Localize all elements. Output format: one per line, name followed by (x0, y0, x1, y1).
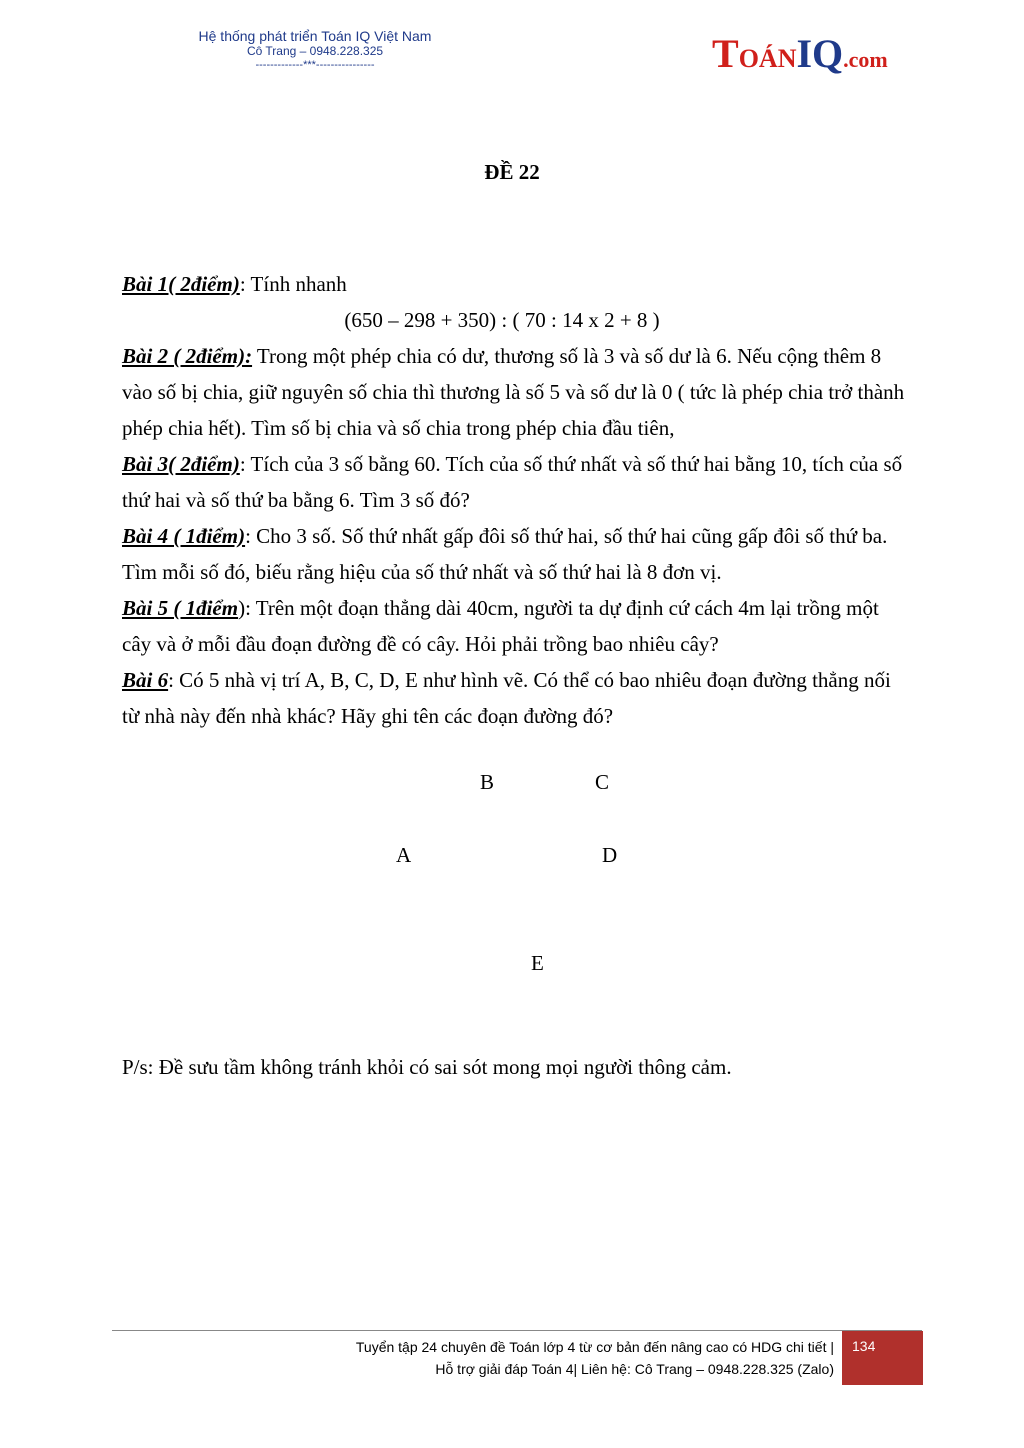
problem-1-text: : Tính nhanh (239, 272, 347, 296)
page-footer (356, 1336, 834, 1380)
problem-6-label: Bài 6 (122, 668, 169, 692)
footer-line-1: Tuyển tập 24 chuyên đề Toán lớp 4 từ cơ bản đến nâng cao có HDG chi tiết | (355, 1339, 834, 1355)
point-c: C (595, 770, 610, 794)
point-e: E (531, 951, 544, 975)
note-text: P/s: Đề sưu tầm không tránh khỏi có sai sót mong mọi người thông cảm. (122, 1055, 732, 1079)
problem-3-text: : Tích của 3 số bằng 60. Tích của số thứ nhất và số thứ hai bằng 10, tích của số thứ hai và số thứ ba bằng 6. Tìm 3 số đó? (122, 452, 903, 512)
page-number: 134 (852, 1338, 876, 1354)
exam-title: ĐỀ 22 (484, 160, 540, 184)
point-a: A (396, 843, 412, 867)
problem-6-text: : Có 5 nhà vị trí A, B, C, D, E như hình vẽ. Có thể có bao nhiêu đoạn đường thẳng nối từ nhà này đến nhà khác? Hãy ghi tên các đoạn đường đó? (122, 668, 891, 728)
problem-3 (122, 446, 912, 518)
toaniq-logo (712, 30, 888, 77)
problem-1 (122, 266, 912, 302)
problem-5 (122, 590, 912, 662)
logo-part-1: T (712, 31, 739, 76)
page-header (160, 28, 470, 71)
point-b: B (480, 770, 495, 794)
logo-part-2: OÁN (738, 44, 797, 73)
footer-rule (112, 1330, 922, 1331)
problem-2-label: Bài 2 ( 2điểm): (122, 344, 253, 368)
problem-2 (122, 338, 912, 446)
problem-4-label: Bài 4 ( 1điểm) (122, 524, 246, 548)
logo-part-3: IQ (796, 31, 844, 76)
problem-1-label: Bài 1( 2điểm) (122, 272, 240, 296)
header-divider: -------------***---------------- (255, 59, 375, 71)
problem-5-label: Bài 5 ( 1điểm (122, 596, 239, 620)
problem-6 (122, 662, 912, 734)
point-d: D (602, 843, 618, 867)
problem-5-text: ): Trên một đoạn thẳng dài 40cm, người ta dự định cứ cách 4m lại trồng một cây và ở mỗi đầu đoạn đường đề có cây. Hỏi phải trồng bao nhiêu cây? (122, 596, 879, 656)
header-contact: Cô Trang – 0948.228.325 (246, 44, 384, 58)
header-org: Hệ thống phát triển Toán IQ Việt Nam (198, 28, 432, 44)
logo-part-4: .com (843, 47, 888, 72)
problem-4-text: : Cho 3 số. Số thứ nhất gấp đôi số thứ hai, số thứ hai cũng gấp đôi số thứ ba. Tìm mỗi số đó, biếu rằng hiệu của số thứ nhất và số thứ hai là 8 đơn vị. (122, 524, 888, 584)
problem-4 (122, 518, 912, 590)
problem-3-label: Bài 3( 2điểm) (122, 452, 240, 476)
problem-1-expression: (650 – 298 + 350) : ( 70 : 14 x 2 + 8 ) (344, 308, 660, 332)
footer-line-2: Hỗ trợ giải đáp Toán 4| Liên hệ: Cô Trang – 0948.228.325 (Zalo) (435, 1361, 834, 1377)
problem-2-text: Trong một phép chia có dư, thương số là 3 và số dư là 6. Nếu cộng thêm 8 vào số bị chia, giữ nguyên số chia thì thương là số 5 và số dư là 0 ( tức là phép chia trở thành phép chia hết). Tìm số bị chia và số chia trong phép chia đầu tiên, (122, 344, 905, 440)
problem-list (122, 266, 912, 734)
